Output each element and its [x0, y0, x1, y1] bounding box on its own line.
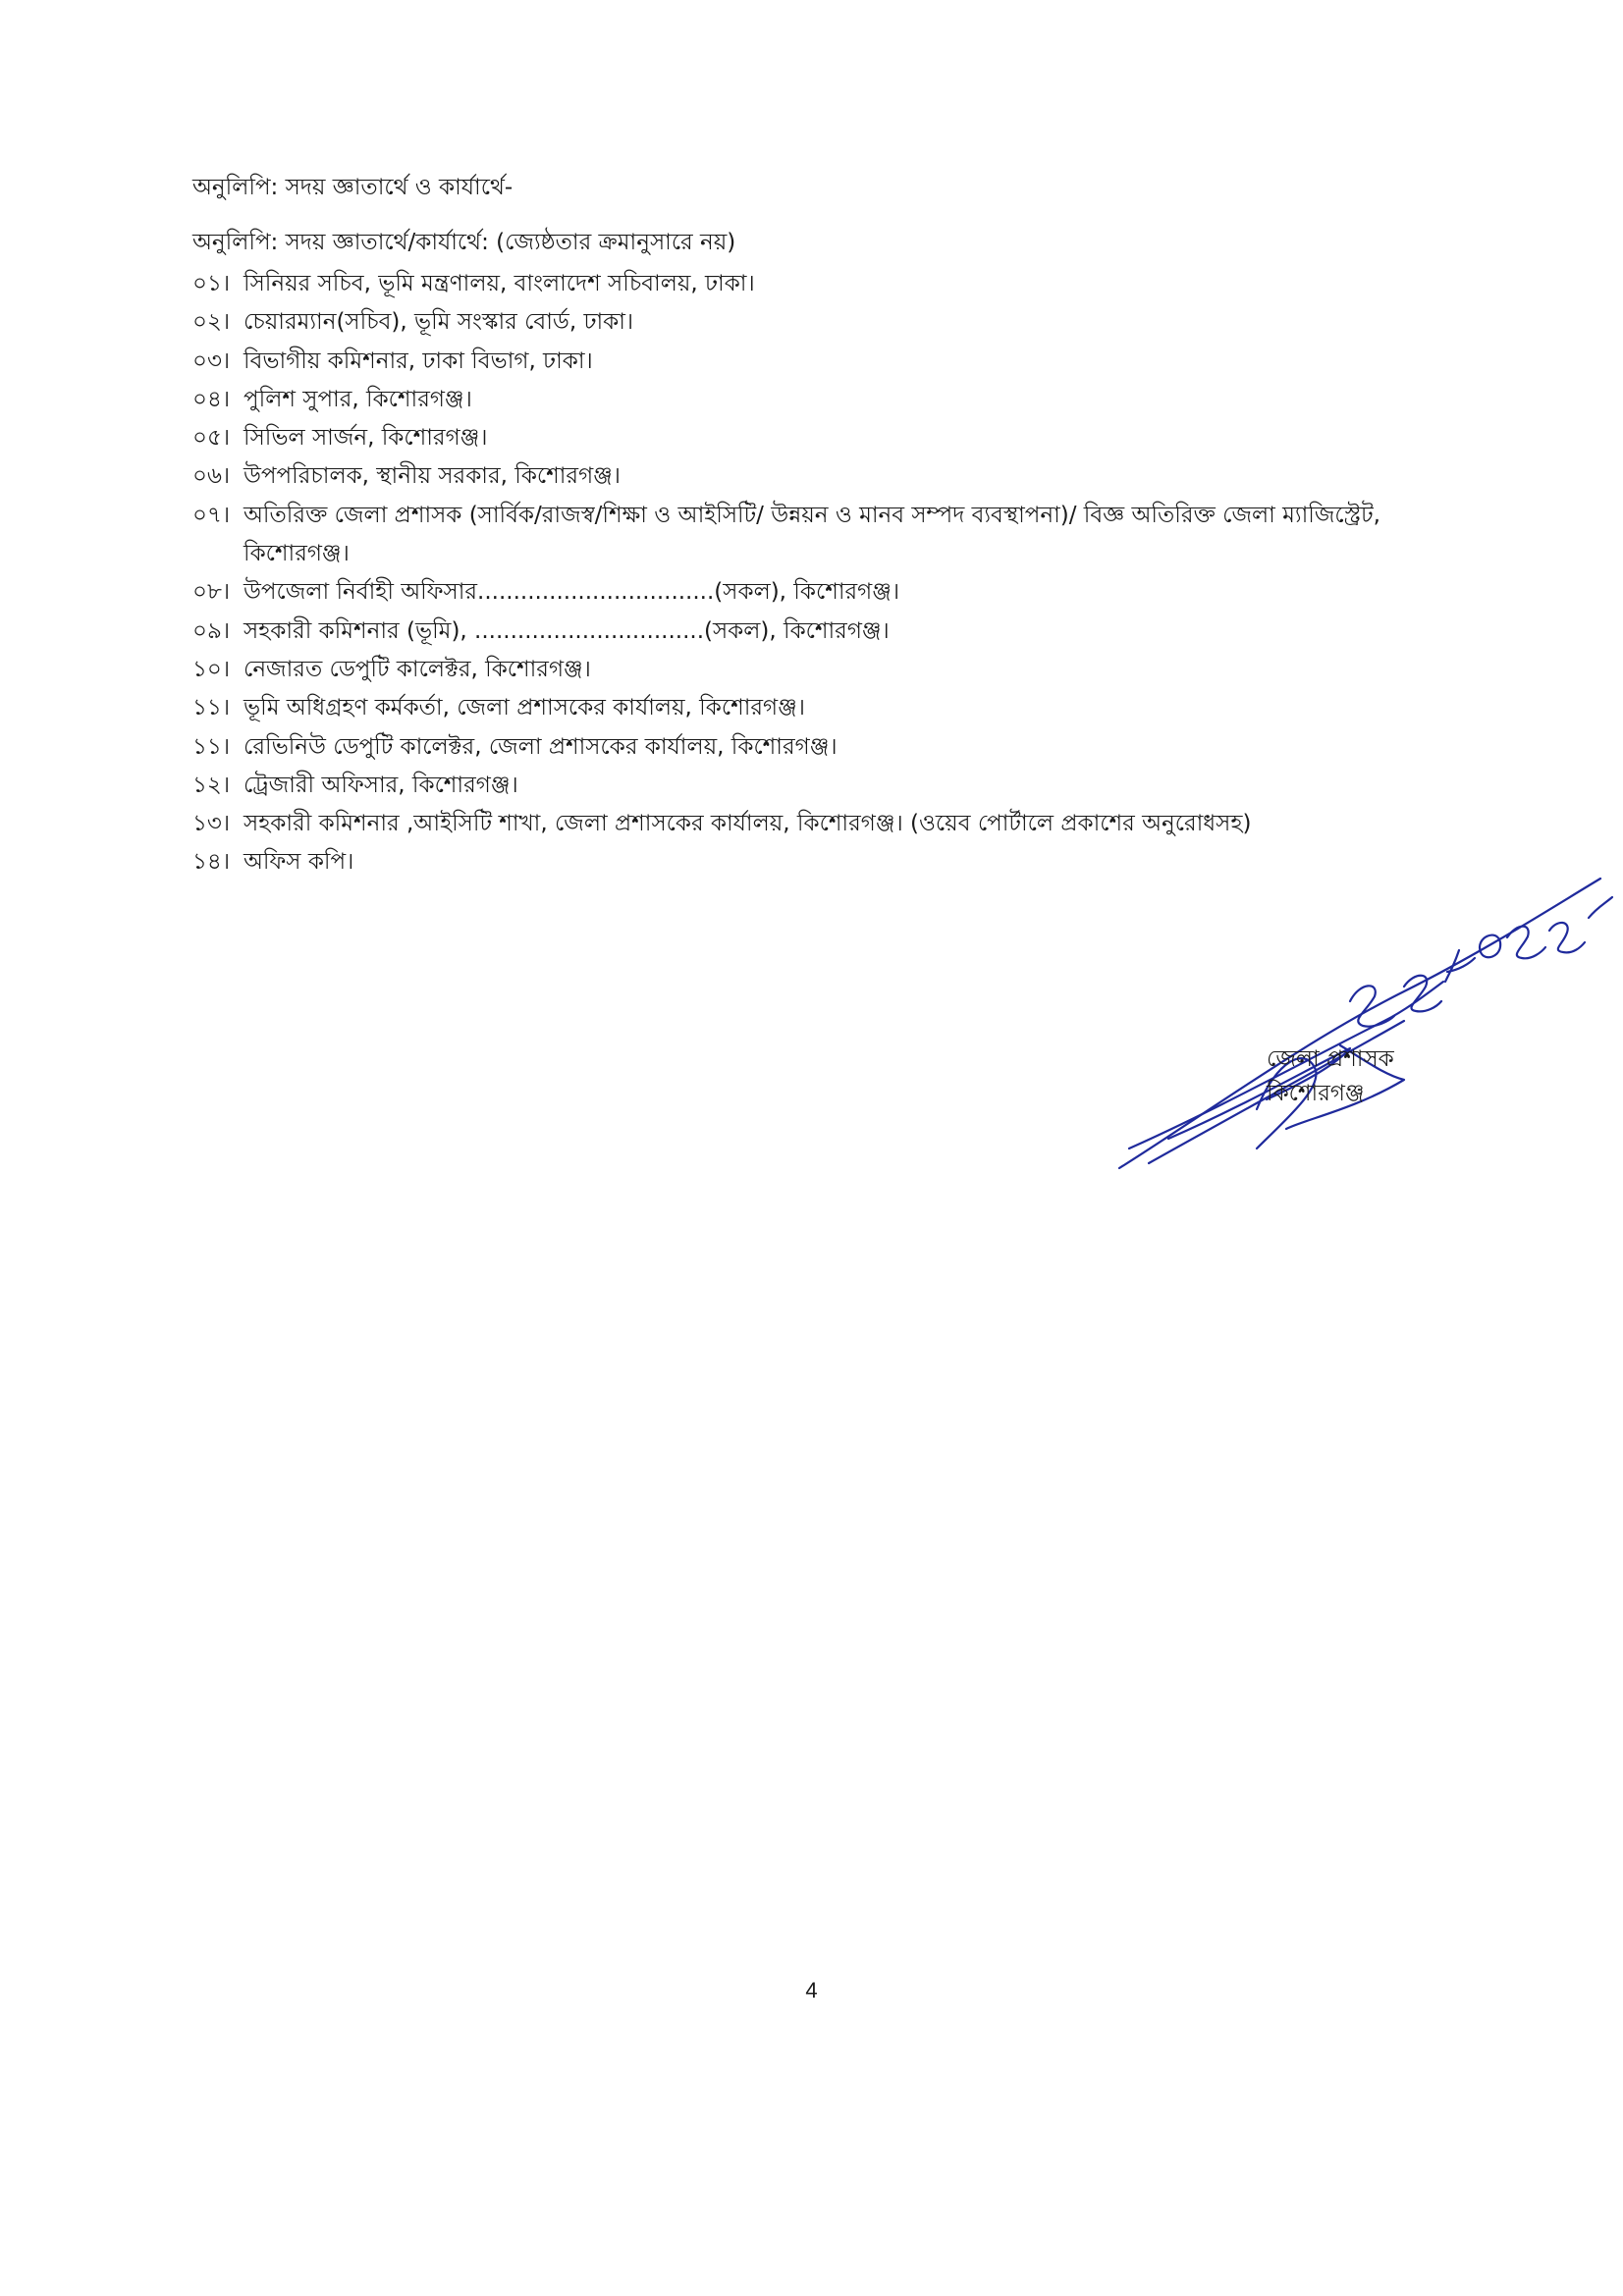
item-number: ১১।	[192, 695, 231, 721]
item-text: সহকারী কমিশনার (ভূমি), ................................(সকল), কিশোরগঞ্জ।	[243, 617, 890, 644]
cc-heading: অনুলিপি: সদয় জ্ঞাতার্থে/কার্যার্থে: (জ্যেষ্ঠতার ক্রমানুসারে নয়)	[192, 230, 736, 255]
item-text: সহকারী কমিশনার ,আইসিটি শাখা, জেলা প্রশাসকের কার্যালয়, কিশোরগঞ্জ। (ওয়েব পোর্টালে প্রকাশের অনুরোধসহ)	[243, 811, 1252, 837]
list-item	[192, 728, 1380, 767]
item-number: ০৯।	[192, 617, 231, 644]
list-item	[192, 419, 1380, 457]
item-number: ০৫।	[192, 425, 231, 452]
distribution-list	[192, 265, 1380, 882]
item-text: অতিরিক্ত জেলা প্রশাসক (সার্বিক/রাজস্ব/শিক্ষা ও আইসিটি/ উন্নয়ন ও মানব সম্পদ ব্যবস্থাপনা)/ বিজ্ঞ অতিরিক্ত জেলা ম্যাজিস্ট্রেট,	[243, 502, 1380, 528]
item-text: সিভিল সার্জন, কিশোরগঞ্জ।	[243, 425, 488, 452]
item-text: পুলিশ সুপার, কিশোরগঞ্জ।	[243, 386, 472, 412]
item-text: উপজেলা নির্বাহী অফিসার.................................(সকল), কিশোরগঞ্জ।	[243, 579, 900, 606]
page-number: 4	[805, 1978, 818, 2002]
handwritten-signature	[1109, 825, 1620, 1188]
list-item	[192, 303, 1380, 342]
signatory-district: কিশোরগঞ্জ	[1267, 1081, 1365, 1106]
signatory-designation: জেলা প্রশাসক	[1267, 1046, 1394, 1072]
item-text: ট্রেজারী অফিসার, কিশোরগঞ্জ।	[243, 772, 518, 798]
item-text: উপপরিচালক, স্থানীয় সরকার, কিশোরগঞ্জ।	[243, 463, 622, 490]
list-item	[192, 689, 1380, 727]
item-number: ১২।	[192, 772, 231, 798]
item-text-continued: কিশোরগঞ্জ।	[243, 541, 350, 567]
item-text: ভূমি অধিগ্রহণ কর্মকর্তা, জেলা প্রশাসকের কার্যালয়, কিশোরগঞ্জ।	[243, 695, 805, 721]
item-number: ০৪।	[192, 386, 231, 412]
item-number: ১০।	[192, 656, 231, 682]
item-text: অফিস কপি।	[243, 849, 354, 876]
list-item	[192, 767, 1380, 805]
item-text: সিনিয়র সচিব, ভূমি মন্ত্রণালয়, বাংলাদেশ সচিবালয়, ঢাকা।	[243, 271, 755, 296]
item-number: ১৩।	[192, 811, 231, 837]
item-number: ০৮।	[192, 579, 231, 606]
item-number: ০৭।	[192, 502, 231, 528]
item-text: চেয়ারম্যান(সচিব), ভূমি সংস্কার বোর্ড, ঢাকা।	[243, 309, 634, 336]
item-text: নেজারত ডেপুটি কালেক্টর, কিশোরগঞ্জ।	[243, 656, 591, 682]
item-number: ০৬।	[192, 463, 231, 490]
list-item	[192, 343, 1380, 381]
list-item	[192, 573, 1380, 612]
item-number: ১১।	[192, 733, 231, 760]
list-item	[192, 613, 1380, 651]
item-number: ০৩।	[192, 347, 231, 374]
item-number: ০১।	[192, 271, 231, 296]
item-text: বিভাগীয় কমিশনার, ঢাকা বিভাগ, ঢাকা।	[243, 347, 593, 374]
list-item	[192, 651, 1380, 689]
signatory-block	[1267, 1042, 1394, 1111]
item-number: ১৪।	[192, 849, 231, 876]
cc-heading-short: অনুলিপি: সদয় জ্ঞাতার্থে ও কার্যার্থে-	[192, 175, 514, 200]
item-number: ০২।	[192, 309, 231, 336]
item-text: রেভিনিউ ডেপুটি কালেক্টর, জেলা প্রশাসকের কার্যালয়, কিশোরগঞ্জ।	[243, 733, 838, 760]
list-item	[192, 497, 1380, 574]
list-item	[192, 381, 1380, 419]
list-item	[192, 457, 1380, 496]
list-item	[192, 265, 1380, 303]
